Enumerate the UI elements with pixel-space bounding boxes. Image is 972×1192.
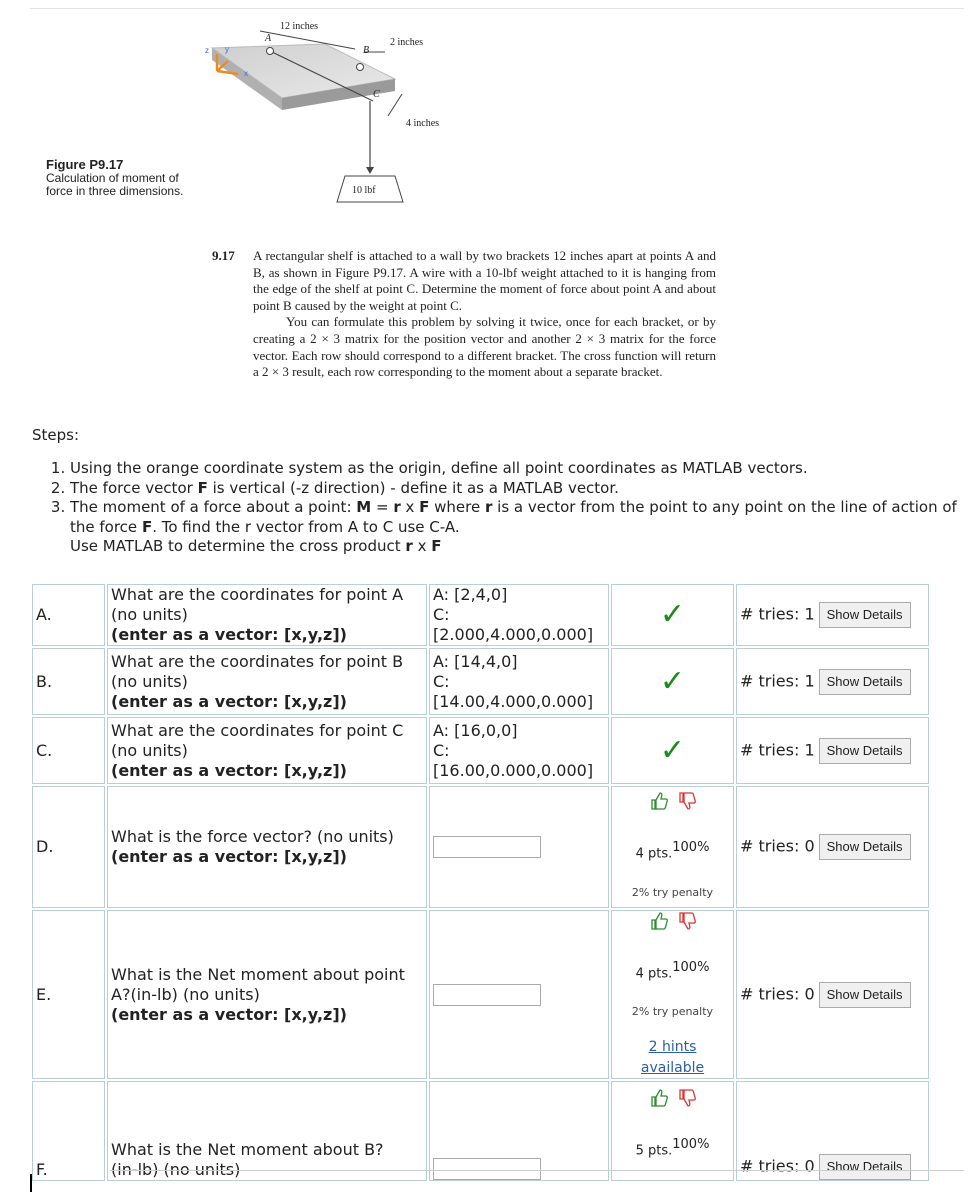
- question-text: What are the coordinates for point C: [111, 720, 404, 740]
- answer-cell: [429, 910, 609, 1079]
- step-3-text-c: is a vector from the point to any point on the line of action of the force: [70, 498, 957, 536]
- row-letter: E.: [32, 910, 105, 1079]
- step-3-text-a: The moment of a force about a point:: [70, 498, 357, 516]
- answer-correct-label: C:: [433, 605, 450, 624]
- question-cell: [107, 648, 427, 715]
- answer-cell: [429, 648, 609, 715]
- figure-caption-line2: force in three dimensions.: [46, 184, 184, 198]
- hints-link[interactable]: 2 hints available: [640, 1039, 705, 1077]
- table-row: [32, 910, 929, 1079]
- step-3-r: r: [393, 498, 401, 516]
- grading-table: [30, 582, 931, 1183]
- tries-cell: [736, 1081, 929, 1181]
- rating-controls: [649, 1088, 697, 1108]
- step-2-text-a: The force vector: [70, 478, 198, 497]
- row-letter: A.: [32, 584, 105, 646]
- thumbs-down-icon[interactable]: [677, 791, 697, 811]
- try-penalty: 2% try penalty: [631, 1005, 714, 1019]
- step-3-text-b: where: [429, 498, 485, 516]
- tries-count: # tries: 0: [740, 984, 815, 1004]
- status-cell: [611, 717, 734, 784]
- step-3-x2: x: [412, 537, 432, 555]
- status-cell: [611, 910, 734, 1079]
- table-row: [32, 1081, 929, 1181]
- table-row: [32, 648, 929, 715]
- weight-arrow: [366, 167, 374, 174]
- thumbs-down-icon[interactable]: [677, 911, 697, 931]
- problem-statement: [212, 248, 716, 381]
- show-details-button[interactable]: Show Details: [819, 834, 911, 860]
- points-percent: 100%: [672, 1137, 710, 1153]
- question-units: (in-lb) (no units): [111, 1160, 241, 1180]
- status-cell: [611, 648, 734, 715]
- answer-cell: [429, 717, 609, 784]
- step-3-f: F: [419, 498, 430, 516]
- tries-count: # tries: 1: [740, 604, 815, 624]
- answer-correct-label: C:: [433, 671, 450, 691]
- problem-number: 9.17: [212, 248, 235, 263]
- text-cursor: [30, 1174, 32, 1192]
- figure-caption-line1: Calculation of moment of: [46, 171, 179, 185]
- steps-title: Steps:: [32, 426, 80, 444]
- figure-caption: [46, 158, 183, 198]
- label-a: A: [265, 33, 272, 44]
- question-cell: [107, 910, 427, 1079]
- axis-y-label: y: [225, 45, 229, 54]
- question-text: What is the Net moment about B?: [111, 1140, 384, 1160]
- checkmark-icon: ✓: [659, 597, 686, 632]
- table-row: [32, 786, 929, 908]
- dim-4-line: [388, 94, 402, 116]
- tries-cell: [736, 648, 929, 715]
- table-row: [32, 717, 929, 784]
- points-value: 5 pts.: [635, 1143, 673, 1159]
- answer-cell: [429, 1081, 609, 1181]
- question-text: What are the coordinates for point B: [111, 651, 404, 671]
- step-1-text: Using the orange coordinate system as the origin, define all point coordinates as MATLAB vectors.: [70, 459, 808, 477]
- label-c: C: [373, 89, 380, 100]
- checkmark-icon: ✓: [659, 663, 686, 699]
- show-details-button[interactable]: Show Details: [819, 1154, 911, 1180]
- dim-2-label: 2 inches: [390, 37, 424, 48]
- problem-paragraph-1: A rectangular shelf is attached to a wall by two brackets 12 inches apart at points A and B, as shown in Figure P9.17. A wire with a 10-lbf weight attached to it is hanging from the edge of the shelf at point C. Determine the moment of force about point A and about point B caused by the weight at point C.: [253, 248, 716, 313]
- figure-caption-title: Figure P9.17: [46, 157, 124, 172]
- show-details-button[interactable]: Show Details: [819, 602, 911, 628]
- question-text: What is the force vector? (no units): [111, 827, 394, 846]
- question-cell: [107, 1081, 427, 1181]
- problem-paragraph-2: You can formulate this problem by solving it twice, once for each bracket, or by creating a 2 × 3 matrix for the position vector and another 2 × 3 matrix for the force vector. Each row should correspond to a different bracket. The cross function will return a 2 × 3 result, each row corresponding to the moment about a separate bracket.: [253, 314, 716, 380]
- step-3-m: M: [356, 498, 372, 516]
- answer-correct: [2.000,4.000,0.000]: [433, 625, 594, 644]
- bottom-divider: [110, 1170, 964, 1171]
- tries-cell: [736, 910, 929, 1079]
- dim-4-label: 4 inches: [406, 118, 440, 129]
- row-letter: C.: [32, 717, 105, 784]
- step-3-text-e: Use MATLAB to determine the cross product: [70, 537, 406, 555]
- answer-entered: A: [14,4,0]: [433, 651, 518, 671]
- status-cell: [611, 584, 734, 646]
- step-2-force: F: [197, 478, 208, 497]
- question-text: What is the Net moment about point: [111, 964, 405, 984]
- dim-12-label: 12 inches: [280, 21, 319, 32]
- answer-entered: A: [2,4,0]: [433, 585, 508, 604]
- step-3-eq: =: [371, 498, 394, 516]
- tries-count: # tries: 1: [740, 671, 815, 690]
- axis-x-label: x: [244, 69, 248, 78]
- question-format: (enter as a vector: [x,y,z]): [111, 847, 347, 866]
- answer-correct: [14.00,4.000,0.000]: [433, 691, 594, 711]
- question-units: A?(in-lb) (no units): [111, 984, 260, 1004]
- thumbs-up-icon[interactable]: [649, 1088, 669, 1108]
- answer-correct-label: C:: [433, 740, 450, 760]
- show-details-button[interactable]: Show Details: [819, 669, 911, 695]
- question-format: (enter as a vector: [x,y,z]): [111, 760, 347, 780]
- question-units: (no units): [111, 605, 188, 624]
- shelf-figure: [190, 14, 490, 209]
- step-3-f2: F: [141, 517, 153, 536]
- step-3-x: x: [400, 498, 420, 516]
- answer-cell: [429, 584, 609, 646]
- row-letter: F.: [32, 1081, 105, 1181]
- tries-cell: [736, 786, 929, 908]
- question-format: (enter as a vector: [x,y,z]): [111, 691, 347, 711]
- answer-input[interactable]: [433, 836, 541, 858]
- thumbs-down-icon[interactable]: [677, 1088, 697, 1108]
- checkmark-icon: ✓: [659, 732, 686, 768]
- tries-count: # tries: 0: [740, 1156, 815, 1176]
- question-cell: [107, 786, 427, 908]
- try-penalty: 2% try penalty: [631, 885, 714, 899]
- top-divider: [30, 8, 964, 9]
- question-format: (enter as a vector: [x,y,z]): [111, 625, 347, 644]
- points-percent: 100%: [672, 960, 710, 975]
- tries-count: # tries: 0: [740, 836, 815, 856]
- question-cell: [107, 717, 427, 784]
- row-letter: B.: [32, 648, 105, 715]
- show-details-button[interactable]: Show Details: [819, 982, 911, 1008]
- step-2: [70, 479, 972, 499]
- point-b-marker: [357, 64, 364, 71]
- weight-label: 10 lbf: [352, 185, 376, 196]
- table-row: [32, 584, 929, 646]
- thumbs-up-icon[interactable]: [649, 911, 669, 931]
- thumbs-up-icon[interactable]: [649, 791, 669, 811]
- row-letter: D.: [32, 786, 105, 908]
- status-cell: [611, 786, 734, 908]
- question-units: (no units): [111, 671, 188, 691]
- question-cell: [107, 584, 427, 646]
- tries-cell: [736, 717, 929, 784]
- label-b: B: [363, 45, 370, 56]
- show-details-button[interactable]: Show Details: [819, 738, 911, 764]
- step-3-r3: r: [405, 537, 413, 555]
- step-3-f3: F: [431, 537, 442, 555]
- question-text: What are the coordinates for point A: [111, 585, 404, 604]
- status-cell: [611, 1081, 734, 1181]
- rating-controls: [649, 791, 697, 811]
- question-units: (no units): [111, 740, 188, 760]
- answer-correct: [16.00,0.000,0.000]: [433, 760, 594, 780]
- answer-input[interactable]: [433, 984, 541, 1006]
- rating-controls: [649, 911, 697, 931]
- question-format: (enter as a vector: [x,y,z]): [111, 1004, 347, 1024]
- answer-entered: A: [16,0,0]: [433, 720, 518, 740]
- step-3-r2: r: [485, 498, 493, 516]
- steps-list: [48, 459, 972, 557]
- step-2-text-c: is vertical (-z direction) - define it as a MATLAB vector.: [207, 478, 619, 497]
- step-3: [70, 498, 972, 557]
- points-value: 4 pts.: [635, 846, 673, 862]
- point-a-marker: [267, 48, 274, 55]
- step-3-text-d: . To find the r vector from A to C use C-A.: [152, 517, 460, 536]
- axis-z-label: z: [205, 46, 209, 55]
- tries-count: # tries: 1: [740, 740, 815, 759]
- answer-cell: [429, 786, 609, 908]
- points-value: 4 pts.: [635, 966, 673, 982]
- step-1: [70, 459, 972, 479]
- points-percent: 100%: [672, 840, 710, 856]
- tries-cell: [736, 584, 929, 646]
